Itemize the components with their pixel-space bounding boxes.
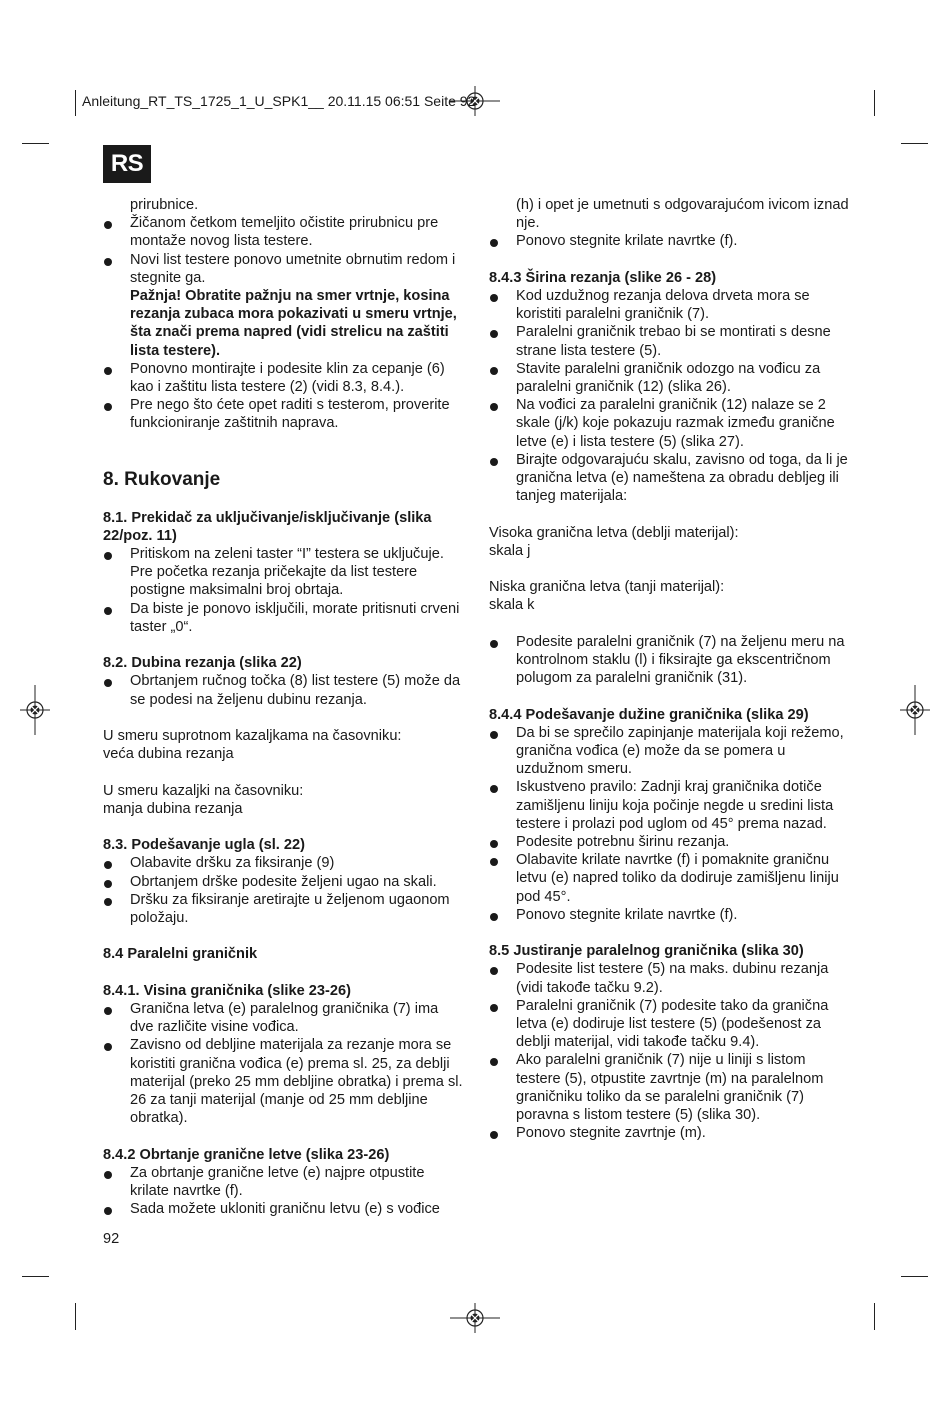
bullet-item: Pre nego što ćete opet raditi s testerom, proverite funkcioniranje zaštitnih naprava. <box>103 396 465 432</box>
crop-mark <box>901 1276 928 1277</box>
crop-mark <box>22 1276 49 1277</box>
warning-text: Pažnja! Obratite pažnju na smer vrtnje, kosina rezanja zubaca mora pokazivati u smeru vrtnje, šta znači prema napred (vidi strelicu na zaštiti lista testere). <box>130 288 457 359</box>
subsection-heading: 8.4.2 Obrtanje granične letve (slika 23-26) <box>103 1146 390 1163</box>
bullet-item: Na vođici za paralelni graničnik (12) nalaze se 2 skale (j/k) koje pokazuju razmak između granične letve (e) i lista testere (5) (slika 27). <box>489 396 851 451</box>
bullet-item: Kod uzdužnog rezanja delova drveta mora se koristiti paralelni graničnik (7). <box>489 287 851 323</box>
bullet-item: Olabavite krilate navrtke (f) i pomaknite graničnu letvu (e) napred toliko da dodiruje zamišljenu liniju pod 45°. <box>489 851 851 906</box>
registration-mark-icon <box>900 685 930 735</box>
paragraph: U smeru suprotnom kazaljkama na časovniku: <box>103 728 402 745</box>
registration-mark-icon <box>450 1303 500 1333</box>
crop-mark <box>75 1303 76 1330</box>
bullet-item: Dršku za fiksiranje aretirajte u željenom ugaonom položaju. <box>103 891 465 927</box>
bullet-item: Novi list testere ponovo umetnite obrnutim redom i stegnite ga. <box>103 251 465 287</box>
page-number: 92 <box>103 1231 120 1247</box>
bullet-item: Da biste je ponovo isključili, morate pritisnuti crveni taster „0“. <box>103 600 465 636</box>
subsection-heading: 8.1. Prekidač za uključivanje/isključivanje (slika 22/poz. 11) <box>103 509 432 544</box>
bullet-item: Granična letva (e) paralelnog graničnika (7) ima dve različite visine vođica. <box>103 1000 465 1036</box>
bullet-item: Podesite paralelni graničnik (7) na željenu meru na kontrolnom staklu (l) i fiksirajte ga ekscentričnom polugom za paralelni graničnik (31). <box>489 633 851 688</box>
right-column <box>489 196 851 1142</box>
left-column <box>103 196 465 1218</box>
bullet-item: Paralelni graničnik (7) podesite tako da granična letva (e) dodiruje list testere (5) (podešenost za deblji materijal, vidi takođe tačku 9.4). <box>489 997 851 1052</box>
bullet-item: Za obrtanje granične letve (e) najpre otpustite krilate navrtke (f). <box>103 1164 465 1200</box>
bullet-item: Zavisno od debljine materijala za rezanje mora se koristiti granična vođica (e) prema sl. 25, za deblji materijal (preko 25 mm debljine obratka) i prema sl. 26 za tanji materijal (manje od 25 mm debljine obratka). <box>103 1036 465 1127</box>
bullet-item: Podesite potrebnu širinu rezanja. <box>489 833 851 851</box>
bullet-item: Birajte odgovarajuću skalu, zavisno od toga, da li je granična letva (e) nameštena za obradu debljeg ili tanjeg materijala: <box>489 451 851 506</box>
subsection-heading: 8.2. Dubina rezanja (slika 22) <box>103 655 302 672</box>
crop-mark <box>901 143 928 144</box>
bullet-item: Pritiskom na zeleni taster “I” testera se uključuje. Pre početka rezanja pričekajte da list testere postigne maksimalni broj obrtaja. <box>103 545 465 600</box>
subsection-heading: 8.4 Paralelni graničnik <box>103 946 258 963</box>
paragraph: Niska granična letva (tanji materijal): <box>489 579 725 596</box>
bullet-item: Olabavite dršku za fiksiranje (9) <box>103 854 465 872</box>
section-heading: 8. Rukovanje <box>103 468 221 490</box>
paragraph: veća dubina rezanja <box>103 746 234 763</box>
paragraph: skala k <box>489 597 535 614</box>
paragraph: (h) i opet je umetnuti s odgovarajućom ivicom iznad nje. <box>516 197 849 232</box>
paragraph: manja dubina rezanja <box>103 800 243 817</box>
subsection-heading: 8.4.3 Širina rezanja (slike 26 - 28) <box>489 269 717 286</box>
bullet-item: Podesite list testere (5) na maks. dubinu rezanja (vidi takođe tačku 9.2). <box>489 960 851 996</box>
bullet-item: Ponovo stegnite krilate navrtke (f). <box>489 232 851 250</box>
subsection-heading: 8.4.1. Visina graničnika (slike 23-26) <box>103 982 351 999</box>
subsection-heading: 8.4.4 Podešavanje dužine graničnika (slika 29) <box>489 706 809 723</box>
bullet-item: Ako paralelni graničnik (7) nije u liniji s listom testere (5), otpustite zavrtnje (m) na paralelnom graničniku toliko da se paralelni graničnik (7) poravna s listom testere (5) (slika 30). <box>489 1051 851 1124</box>
paragraph: skala j <box>489 542 531 559</box>
bullet-item: Stavite paralelni graničnik odozgo na vođicu za paralelni graničnik (12) (slika 26). <box>489 360 851 396</box>
crop-mark <box>874 1303 875 1330</box>
bullet-item: Iskustveno pravilo: Zadnji kraj graničnika dotiče zamišljenu liniju koja počinje negde u sredini lista testere i prolazi pod uglom od 45° prema nazad. <box>489 778 851 833</box>
crop-mark <box>75 90 76 116</box>
registration-mark-icon <box>20 685 50 735</box>
bullet-item: Ponovo stegnite zavrtnje (m). <box>489 1124 851 1142</box>
paragraph: prirubnice. <box>130 197 199 213</box>
crop-mark <box>22 143 49 144</box>
print-slug: Anleitung_RT_TS_1725_1_U_SPK1__ 20.11.15 06:51 Seite 92 <box>82 93 476 109</box>
bullet-item: Sada možete ukloniti graničnu letvu (e) s vođice <box>103 1200 465 1218</box>
bullet-item: Paralelni graničnik trebao bi se montirati s desne strane lista testere (5). <box>489 323 851 359</box>
bullet-item: Obrtanjem drške podesite željeni ugao na skali. <box>103 873 465 891</box>
bullet-item: Žičanom četkom temeljito očistite prirubnicu pre montaže novog lista testere. <box>103 214 465 250</box>
language-badge: RS <box>103 145 151 183</box>
bullet-item: Obrtanjem ručnog točka (8) list testere (5) može da se podesi na željenu dubinu rezanja. <box>103 672 465 708</box>
crop-mark <box>874 90 875 116</box>
bullet-item: Da bi se sprečilo zapinjanje materijala koji režemo, granična vođica (e) može da se pomera u uzdužnom smeru. <box>489 724 851 779</box>
paragraph: U smeru kazaljki na časovniku: <box>103 782 304 799</box>
bullet-item: Ponovo stegnite krilate navrtke (f). <box>489 906 851 924</box>
subsection-heading: 8.5 Justiranje paralelnog graničnika (slika 30) <box>489 943 804 960</box>
paragraph: Visoka granična letva (deblji materijal): <box>489 524 739 541</box>
subsection-heading: 8.3. Podešavanje ugla (sl. 22) <box>103 837 305 854</box>
bullet-item: Ponovno montirajte i podesite klin za cepanje (6) kao i zaštitu lista testere (2) (vidi 8.3, 8.4.). <box>103 360 465 396</box>
